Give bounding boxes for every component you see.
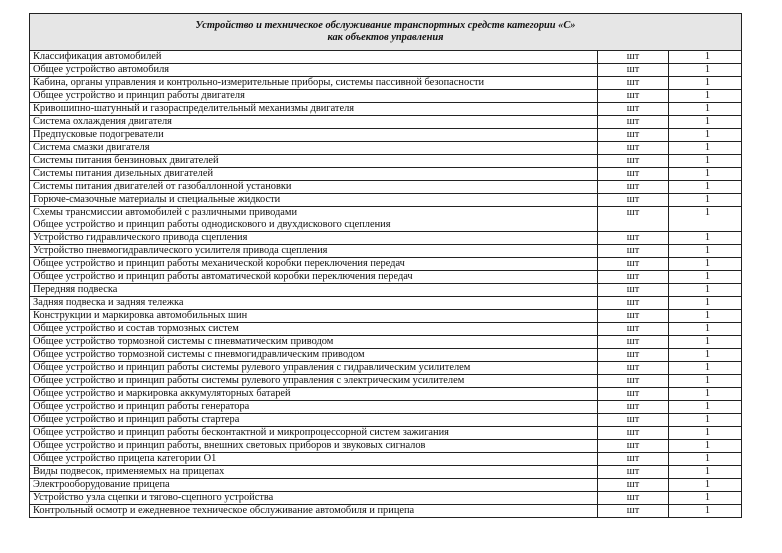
- row-unit: шт: [598, 258, 669, 271]
- table-row: [30, 479, 742, 492]
- equipment-table: [29, 13, 742, 518]
- row-name-cell: [30, 155, 598, 168]
- table-row: [30, 388, 742, 401]
- row-name-cell: [30, 258, 598, 271]
- row-quantity: 1: [669, 232, 742, 245]
- table-row: [30, 427, 742, 440]
- row-quantity: 1: [669, 388, 742, 401]
- row-unit: шт: [598, 207, 669, 232]
- table-row: [30, 349, 742, 362]
- row-quantity: 1: [669, 453, 742, 466]
- row-quantity: 1: [669, 349, 742, 362]
- table-header: [30, 14, 742, 51]
- row-unit: шт: [598, 505, 669, 518]
- table-row: [30, 297, 742, 310]
- row-unit: шт: [598, 479, 669, 492]
- row-name-cell: [30, 168, 598, 181]
- row-unit: шт: [598, 349, 669, 362]
- row-name-cell: [30, 90, 598, 103]
- row-unit: шт: [598, 336, 669, 349]
- row-name-cell: [30, 297, 598, 310]
- row-unit: шт: [598, 401, 669, 414]
- row-name: Общее устройство и принцип работы генератора: [33, 401, 250, 412]
- table-row: [30, 207, 742, 232]
- table-row: [30, 284, 742, 297]
- row-unit: шт: [598, 90, 669, 103]
- row-name-cell: [30, 453, 598, 466]
- row-name: Общее устройство прицепа категории О1: [33, 453, 217, 464]
- table-row: [30, 181, 742, 194]
- table-row: [30, 336, 742, 349]
- row-name-line-2: Общее устройство и принцип работы однодискового и двухдискового сцепления: [33, 219, 391, 230]
- row-name: Общее устройство и принцип работы механической коробки переключения передач: [33, 258, 405, 269]
- table-row: [30, 194, 742, 207]
- row-unit: шт: [598, 492, 669, 505]
- row-quantity: 1: [669, 258, 742, 271]
- row-name: Общее устройство тормозной системы с пневмогидравлическим приводом: [33, 349, 365, 360]
- row-unit: шт: [598, 155, 669, 168]
- table-row: [30, 258, 742, 271]
- table-row: [30, 323, 742, 336]
- row-unit: шт: [598, 64, 669, 77]
- row-unit: шт: [598, 181, 669, 194]
- row-unit: шт: [598, 453, 669, 466]
- table-row: [30, 232, 742, 245]
- row-name-cell: [30, 401, 598, 414]
- row-unit: шт: [598, 466, 669, 479]
- row-name: Схемы трансмиссии автомобилей с различными приводами: [33, 207, 298, 218]
- row-name-cell: [30, 284, 598, 297]
- row-name: Общее устройство и принцип работы, внешних световых приборов и звуковых сигналов: [33, 440, 426, 451]
- row-name: Общее устройство и принцип работы системы рулевого управления с гидравлическим усилителем: [33, 362, 471, 373]
- row-name: Системы питания дизельных двигателей: [33, 168, 213, 179]
- row-name-cell: [30, 505, 598, 518]
- row-name: Кабина, органы управления и контрольно-измерительные приборы, системы пассивной безопасности: [33, 77, 485, 88]
- table-row: [30, 51, 742, 64]
- row-quantity: 1: [669, 245, 742, 258]
- row-unit: шт: [598, 168, 669, 181]
- row-quantity: 1: [669, 194, 742, 207]
- row-quantity: 1: [669, 505, 742, 518]
- table-row: [30, 375, 742, 388]
- row-name: Задняя подвеска и задняя тележка: [33, 297, 184, 308]
- table-row: [30, 168, 742, 181]
- row-quantity: 1: [669, 77, 742, 90]
- row-unit: шт: [598, 297, 669, 310]
- row-name: Контрольный осмотр и ежедневное техническое обслуживание автомобиля и прицепа: [33, 505, 415, 516]
- row-name: Классификация автомобилей: [33, 51, 162, 62]
- row-name: Устройство гидравлического привода сцепления: [33, 232, 248, 243]
- header-line-2: как объектов управления: [327, 32, 444, 43]
- row-unit: шт: [598, 310, 669, 323]
- row-unit: шт: [598, 427, 669, 440]
- table-row: [30, 129, 742, 142]
- row-name-cell: [30, 116, 598, 129]
- row-name-cell: [30, 362, 598, 375]
- table-row: [30, 440, 742, 453]
- row-quantity: 1: [669, 466, 742, 479]
- row-name-cell: [30, 64, 598, 77]
- row-quantity: 1: [669, 375, 742, 388]
- row-unit: шт: [598, 271, 669, 284]
- row-name: Горюче-смазочные материалы и специальные жидкости: [33, 194, 281, 205]
- row-name-cell: [30, 414, 598, 427]
- row-name: Общее устройство и принцип работы бесконтактной и микропроцессорной систем зажигания: [33, 427, 449, 438]
- table-row: [30, 414, 742, 427]
- row-name: Система охлаждения двигателя: [33, 116, 172, 127]
- table-row: [30, 103, 742, 116]
- row-quantity: 1: [669, 51, 742, 64]
- row-quantity: 1: [669, 297, 742, 310]
- row-unit: шт: [598, 375, 669, 388]
- row-unit: шт: [598, 129, 669, 142]
- row-name: Общее устройство и принцип работы системы рулевого управления с электрическим усилителем: [33, 375, 465, 386]
- row-name-cell: [30, 181, 598, 194]
- row-unit: шт: [598, 232, 669, 245]
- row-name: Общее устройство автомобиля: [33, 64, 170, 75]
- row-name-cell: [30, 479, 598, 492]
- row-quantity: 1: [669, 427, 742, 440]
- row-name-cell: [30, 194, 598, 207]
- row-quantity: 1: [669, 90, 742, 103]
- row-name-cell: [30, 349, 598, 362]
- table-row: [30, 142, 742, 155]
- row-name: Виды подвесок, применяемых на прицепах: [33, 466, 225, 477]
- row-name: Общее устройство и принцип работы стартера: [33, 414, 240, 425]
- table-row: [30, 466, 742, 479]
- row-quantity: 1: [669, 479, 742, 492]
- row-name: Общее устройство и состав тормозных систем: [33, 323, 239, 334]
- row-name-cell: [30, 375, 598, 388]
- row-unit: шт: [598, 142, 669, 155]
- row-name-cell: [30, 492, 598, 505]
- row-name-cell: [30, 232, 598, 245]
- row-name: Система смазки двигателя: [33, 142, 150, 153]
- row-name: Кривошипно-шатунный и газораспределительный механизмы двигателя: [33, 103, 355, 114]
- table-row: [30, 90, 742, 103]
- row-quantity: 1: [669, 129, 742, 142]
- row-quantity: 1: [669, 440, 742, 453]
- row-quantity: 1: [669, 492, 742, 505]
- table-row: [30, 401, 742, 414]
- row-name: Общее устройство и маркировка аккумуляторных батарей: [33, 388, 291, 399]
- row-name-cell: [30, 77, 598, 90]
- row-quantity: 1: [669, 64, 742, 77]
- table-row: [30, 453, 742, 466]
- row-name: Передняя подвеска: [33, 284, 118, 295]
- equipment-table-sheet: [29, 13, 741, 518]
- row-quantity: 1: [669, 181, 742, 194]
- row-name-cell: [30, 388, 598, 401]
- row-unit: шт: [598, 414, 669, 427]
- row-quantity: 1: [669, 103, 742, 116]
- row-quantity: 1: [669, 155, 742, 168]
- row-name: Предпусковые подогреватели: [33, 129, 164, 140]
- row-unit: шт: [598, 284, 669, 297]
- row-name: Общее устройство и принцип работы двигателя: [33, 90, 245, 101]
- row-name: Общее устройство и принцип работы автоматической коробки переключения передач: [33, 271, 413, 282]
- row-name-cell: [30, 245, 598, 258]
- row-quantity: 1: [669, 414, 742, 427]
- row-quantity: 1: [669, 142, 742, 155]
- row-unit: шт: [598, 103, 669, 116]
- row-unit: шт: [598, 323, 669, 336]
- row-name-cell: [30, 323, 598, 336]
- table-row: [30, 116, 742, 129]
- row-quantity: 1: [669, 116, 742, 129]
- table-row: [30, 245, 742, 258]
- row-name-cell: [30, 207, 598, 232]
- row-unit: шт: [598, 51, 669, 64]
- row-unit: шт: [598, 77, 669, 90]
- row-unit: шт: [598, 362, 669, 375]
- row-quantity: 1: [669, 168, 742, 181]
- row-name: Устройство узла сцепки и тягово-сцепного устройства: [33, 492, 274, 503]
- row-name: Системы питания бензиновых двигателей: [33, 155, 219, 166]
- row-quantity: 1: [669, 310, 742, 323]
- row-quantity: 1: [669, 401, 742, 414]
- row-name: Устройство пневмогидравлического усилителя привода сцепления: [33, 245, 328, 256]
- row-name-cell: [30, 336, 598, 349]
- table-row: [30, 362, 742, 375]
- row-quantity: 1: [669, 284, 742, 297]
- row-quantity: 1: [669, 323, 742, 336]
- row-name-cell: [30, 129, 598, 142]
- header-line-1: Устройство и техническое обслуживание транспортных средств категории «С»: [195, 20, 576, 31]
- table-row: [30, 310, 742, 323]
- row-name-cell: [30, 271, 598, 284]
- row-name: Электрооборудование прицепа: [33, 479, 170, 490]
- table-row: [30, 155, 742, 168]
- row-name-cell: [30, 427, 598, 440]
- row-name: Общее устройство тормозной системы с пневматическим приводом: [33, 336, 334, 347]
- row-unit: шт: [598, 440, 669, 453]
- table-row: [30, 64, 742, 77]
- row-name: Системы питания двигателей от газобаллонной установки: [33, 181, 292, 192]
- row-unit: шт: [598, 388, 669, 401]
- row-quantity: 1: [669, 271, 742, 284]
- row-name-cell: [30, 103, 598, 116]
- row-quantity: 1: [669, 336, 742, 349]
- row-unit: шт: [598, 116, 669, 129]
- table-row: [30, 271, 742, 284]
- table-row: [30, 77, 742, 90]
- row-quantity: 1: [669, 362, 742, 375]
- row-name: Конструкции и маркировка автомобильных шин: [33, 310, 248, 321]
- table-row: [30, 492, 742, 505]
- row-name-cell: [30, 440, 598, 453]
- row-name-cell: [30, 310, 598, 323]
- row-name-cell: [30, 466, 598, 479]
- row-unit: шт: [598, 245, 669, 258]
- row-quantity: 1: [669, 207, 742, 232]
- table-header-row: [30, 14, 742, 51]
- table-row: [30, 505, 742, 518]
- row-unit: шт: [598, 194, 669, 207]
- row-name-cell: [30, 51, 598, 64]
- row-name-cell: [30, 142, 598, 155]
